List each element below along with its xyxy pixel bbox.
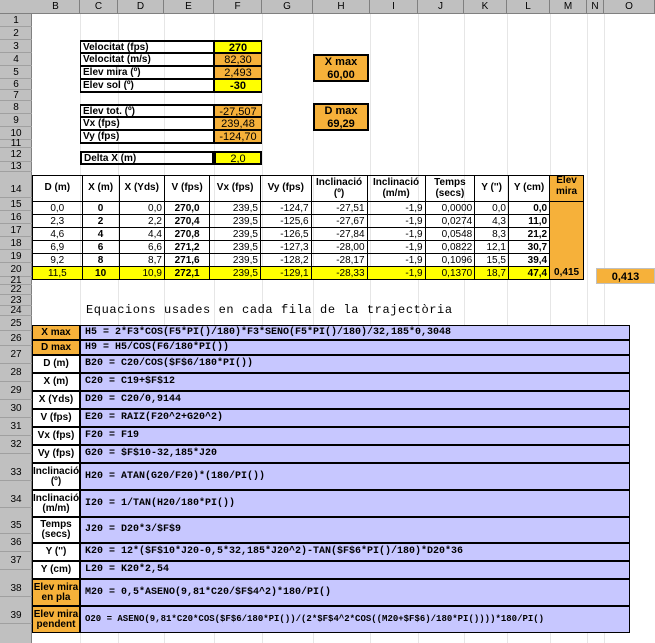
table-cell[interactable]: 21,2: [508, 228, 549, 241]
formula-text[interactable]: O20 = ASENO(9,81*C20*COS($F$6/180*PI())/(2*$F$4^2*COS((M20+$F$6)/180*PI())))*180/PI(): [80, 606, 630, 633]
row-header-35[interactable]: 35: [0, 508, 32, 534]
table-cell[interactable]: 8: [82, 254, 119, 267]
table-cell[interactable]: 4: [82, 228, 119, 241]
table-cell[interactable]: 18,7: [475, 267, 509, 280]
row-header-34[interactable]: 34: [0, 481, 32, 508]
formulas-title: Equacions usades en cada fila de la trajectòria: [86, 304, 453, 317]
formula-label: Temps (secs): [32, 517, 80, 543]
row-header-39[interactable]: 39: [0, 597, 32, 624]
column-header-h[interactable]: H: [313, 0, 370, 14]
table-cell[interactable]: 272,1: [164, 267, 209, 280]
elev-mira-cell[interactable]: [550, 215, 584, 228]
elev-mira-cell[interactable]: [550, 228, 584, 241]
table-cell[interactable]: 4,6: [33, 228, 83, 241]
table-row: [33, 267, 584, 280]
row-header-3[interactable]: 3: [0, 40, 32, 53]
row-header-7[interactable]: 7: [0, 90, 32, 101]
column-header-c[interactable]: C: [80, 0, 118, 14]
column-header-l[interactable]: L: [507, 0, 550, 14]
table-row: [33, 254, 584, 267]
formula-label: X max: [32, 325, 80, 340]
table-cell[interactable]: 4,3: [475, 215, 509, 228]
label-vx: Vx (fps): [80, 117, 214, 130]
table-cell[interactable]: 12,1: [475, 241, 509, 254]
table-row: [33, 241, 584, 254]
row-header-5[interactable]: 5: [0, 66, 32, 79]
formula-text[interactable]: B20 = C20/COS($F$6/180*PI()): [80, 355, 630, 373]
th-vy: Vy (fps): [260, 176, 311, 202]
th-y-cm: Y (cm): [508, 176, 549, 202]
table-cell[interactable]: -1,9: [367, 241, 425, 254]
row-header-32[interactable]: 32: [0, 436, 32, 454]
formula-text[interactable]: H20 = ATAN(G20/F20)*(180/PI()): [80, 463, 630, 490]
table-cell[interactable]: 15,5: [475, 254, 509, 267]
label-elev-sol: Elev sol (º): [80, 79, 214, 93]
table-cell[interactable]: 30,7: [508, 241, 549, 254]
row-header-8[interactable]: 8: [0, 101, 32, 114]
row-header-bar: [0, 14, 32, 643]
table-cell[interactable]: 270,0: [164, 202, 209, 215]
table-cell[interactable]: 0,1370: [425, 267, 475, 280]
formula-label: X (m): [32, 373, 80, 391]
formula-text[interactable]: M20 = 0,5*ASENO(9,81*C20/$F$4^2)*180/PI(): [80, 579, 630, 606]
label-elev-mira: Elev mira (º): [80, 66, 214, 79]
column-header-f[interactable]: F: [214, 0, 262, 14]
table-cell[interactable]: -27,67: [311, 215, 367, 228]
table-cell[interactable]: 0,0: [508, 202, 549, 215]
table-cell[interactable]: 9,2: [33, 254, 83, 267]
table-cell[interactable]: 239,5: [210, 202, 261, 215]
row-header-24[interactable]: 24: [0, 306, 32, 316]
table-cell[interactable]: 47,4: [508, 267, 549, 280]
table-cell[interactable]: 239,5: [210, 254, 261, 267]
formula-text[interactable]: L20 = K20*2,54: [80, 561, 630, 579]
th-v: V (fps): [164, 176, 209, 202]
m20-value[interactable]: 0,415: [550, 267, 584, 280]
label-delta-x: Delta X (m): [80, 151, 214, 165]
table-cell[interactable]: 2: [82, 215, 119, 228]
dmax-value: 69,29: [327, 117, 355, 130]
label-elev-tot: Elev tot. (º): [80, 104, 214, 117]
dmax-label: D max: [324, 105, 358, 117]
th-x: X (m): [82, 176, 119, 202]
table-cell[interactable]: 239,5: [210, 228, 261, 241]
formula-label: Vx (fps): [32, 427, 80, 445]
row-header-27[interactable]: 27: [0, 346, 32, 364]
value-velocitat-ms[interactable]: 82,30: [214, 53, 262, 66]
th-incl-mm: Inclinació (m/m): [367, 176, 425, 202]
table-cell[interactable]: 11,0: [508, 215, 549, 228]
table-cell[interactable]: 0,0: [33, 202, 83, 215]
table-row: [33, 215, 584, 228]
table-cell[interactable]: 271,2: [164, 241, 209, 254]
table-cell[interactable]: 0,0000: [425, 202, 475, 215]
column-header-j[interactable]: J: [418, 0, 464, 14]
table-cell[interactable]: 271,6: [164, 254, 209, 267]
formula-text[interactable]: F20 = F19: [80, 427, 630, 445]
formula-text[interactable]: H5 = 2*F3*COS(F5*PI()/180)*F3*SENO(F5*PI()/180)/32,185*0,3048: [80, 325, 630, 340]
value-elev-sol[interactable]: -30: [214, 79, 262, 93]
table-cell[interactable]: -124,7: [260, 202, 311, 215]
row-header-6[interactable]: 6: [0, 79, 32, 90]
table-row: [33, 202, 584, 215]
th-elev-mira: Elev mira: [550, 176, 584, 202]
table-cell[interactable]: 239,5: [210, 215, 261, 228]
value-velocitat-fps[interactable]: 270: [214, 40, 262, 53]
row-header-29[interactable]: 29: [0, 382, 32, 400]
table-cell[interactable]: -1,9: [367, 202, 425, 215]
table-cell[interactable]: 6,6: [119, 241, 164, 254]
formula-text[interactable]: K20 = 12*($F$10*J20-0,5*32,185*J20^2)-TAN($F$6*PI()/180)*D20*36: [80, 543, 630, 561]
row-header-9[interactable]: 9: [0, 114, 32, 127]
th-d: D (m): [33, 176, 83, 202]
formula-label: Inclinació (m/m): [32, 490, 80, 517]
table-cell[interactable]: 0,0548: [425, 228, 475, 241]
table-cell[interactable]: 10: [82, 267, 119, 280]
column-header-o[interactable]: O: [604, 0, 655, 14]
table-cell[interactable]: -127,3: [260, 241, 311, 254]
th-incl-deg: Inclinació (º): [311, 176, 367, 202]
formula-label: X (Yds): [32, 391, 80, 409]
label-velocitat-ms: Velocitat (m/s): [80, 53, 214, 66]
table-cell[interactable]: 2,3: [33, 215, 83, 228]
row-header-36[interactable]: 36: [0, 534, 32, 552]
table-row: [33, 228, 584, 241]
column-header-d[interactable]: D: [118, 0, 164, 14]
table-cell[interactable]: 8,7: [119, 254, 164, 267]
table-cell[interactable]: -125,6: [260, 215, 311, 228]
table-cell[interactable]: -1,9: [367, 215, 425, 228]
column-header-i[interactable]: I: [370, 0, 418, 14]
table-cell[interactable]: 0: [82, 202, 119, 215]
xmax-value: 60,00: [327, 68, 355, 81]
row-header-37[interactable]: 37: [0, 552, 32, 570]
table-cell[interactable]: 11,5: [33, 267, 83, 280]
column-header-bar: [0, 0, 655, 14]
row-header-20[interactable]: 20: [0, 263, 32, 277]
formula-label: V (fps): [32, 409, 80, 427]
row-header-38[interactable]: 38: [0, 570, 32, 597]
row-header-31[interactable]: 31: [0, 418, 32, 436]
trajectory-table: [32, 175, 584, 280]
column-header-m[interactable]: M: [550, 0, 587, 14]
formula-text[interactable]: I20 = 1/TAN(H20/180*PI()): [80, 490, 630, 517]
row-header-1[interactable]: 1: [0, 14, 32, 27]
row-header-15[interactable]: 15: [0, 198, 32, 211]
column-header-e[interactable]: E: [164, 0, 214, 14]
th-xyds: X (Yds): [119, 176, 164, 202]
formula-text[interactable]: G20 = $F$10-32,185*J20: [80, 445, 630, 463]
row-header-23[interactable]: 23: [0, 295, 32, 306]
table-cell[interactable]: -28,00: [311, 241, 367, 254]
row-header-12[interactable]: 12: [0, 148, 32, 162]
column-header-b[interactable]: B: [32, 0, 80, 14]
value-vy[interactable]: -124,70: [214, 130, 262, 144]
row-header-21[interactable]: 21: [0, 277, 32, 285]
table-cell[interactable]: -128,2: [260, 254, 311, 267]
table-cell[interactable]: 6: [82, 241, 119, 254]
table-cell[interactable]: -1,9: [367, 228, 425, 241]
value-elev-tot[interactable]: -27,507: [214, 104, 262, 117]
value-vx[interactable]: 239,48: [214, 117, 262, 130]
elev-mira-cell[interactable]: [550, 202, 584, 215]
row-header-14[interactable]: 14: [0, 172, 32, 198]
table-cell[interactable]: -27,84: [311, 228, 367, 241]
table-cell[interactable]: 4,4: [119, 228, 164, 241]
table-cell[interactable]: 0,0: [475, 202, 509, 215]
formula-text[interactable]: C20 = C19+$F$12: [80, 373, 630, 391]
elev-mira-cell[interactable]: [550, 254, 584, 267]
xmax-label: X max: [324, 56, 358, 68]
table-cell[interactable]: 6,9: [33, 241, 83, 254]
row-header-18[interactable]: 18: [0, 237, 32, 250]
row-header-25[interactable]: 25: [0, 316, 32, 331]
row-header-2[interactable]: 2: [0, 27, 32, 40]
row-header-10[interactable]: 10: [0, 127, 32, 140]
column-header-g[interactable]: G: [262, 0, 313, 14]
row-header-22[interactable]: 22: [0, 285, 32, 295]
table-cell[interactable]: -27,51: [311, 202, 367, 215]
table-cell[interactable]: 2,2: [119, 215, 164, 228]
row-header-13[interactable]: 13: [0, 162, 32, 172]
formula-label: Y (cm): [32, 561, 80, 579]
table-cell[interactable]: -28,17: [311, 254, 367, 267]
table-cell[interactable]: 8,3: [475, 228, 509, 241]
table-cell[interactable]: 0,0: [119, 202, 164, 215]
formula-text[interactable]: J20 = D20*3/$F$9: [80, 517, 630, 543]
table-cell[interactable]: 239,5: [210, 241, 261, 254]
table-cell[interactable]: 239,5: [210, 267, 261, 280]
column-header-n[interactable]: N: [587, 0, 604, 14]
value-delta-x[interactable]: 2,0: [214, 151, 262, 165]
formula-text[interactable]: E20 = RAIZ(F20^2+G20^2): [80, 409, 630, 427]
row-header-11[interactable]: 11: [0, 140, 32, 148]
table-cell[interactable]: -28,33: [311, 267, 367, 280]
table-cell[interactable]: -1,9: [367, 267, 425, 280]
label-vy: Vy (fps): [80, 130, 214, 144]
th-y-in: Y (''): [475, 176, 509, 202]
row-header-30[interactable]: 30: [0, 400, 32, 418]
table-cell[interactable]: -129,1: [260, 267, 311, 280]
table-cell[interactable]: 10,9: [119, 267, 164, 280]
table-cell[interactable]: 0,0822: [425, 241, 475, 254]
formula-label: D (m): [32, 355, 80, 373]
formula-label: Y (''): [32, 543, 80, 561]
formula-label: Elev mira en pla: [32, 579, 80, 606]
row-header-4[interactable]: 4: [0, 53, 32, 66]
column-header-k[interactable]: K: [464, 0, 507, 14]
elev-mira-cell[interactable]: [550, 241, 584, 254]
value-elev-mira[interactable]: 2,493: [214, 66, 262, 79]
formula-label: D max: [32, 340, 80, 355]
table-cell[interactable]: 0,0274: [425, 215, 475, 228]
table-cell[interactable]: 0,1096: [425, 254, 475, 267]
formula-label: Inclinació (º): [32, 463, 80, 490]
row-header-16[interactable]: 16: [0, 211, 32, 224]
table-cell[interactable]: 270,4: [164, 215, 209, 228]
table-cell[interactable]: -1,9: [367, 254, 425, 267]
row-header-28[interactable]: 28: [0, 364, 32, 382]
th-temps: Temps (secs): [425, 176, 475, 202]
row-header-26[interactable]: 26: [0, 331, 32, 346]
row-header-17[interactable]: 17: [0, 224, 32, 237]
dmax-box: [313, 103, 369, 131]
formula-label: Elev mira pendent: [32, 606, 80, 633]
row-header-19[interactable]: 19: [0, 250, 32, 263]
table-cell[interactable]: 39,4: [508, 254, 549, 267]
table-cell[interactable]: 270,8: [164, 228, 209, 241]
formula-text[interactable]: H9 = H5/COS(F6/180*PI()): [80, 340, 630, 355]
xmax-box: [313, 54, 369, 82]
th-vx: Vx (fps): [210, 176, 261, 202]
row-header-33[interactable]: 33: [0, 454, 32, 481]
formula-label: Vy (fps): [32, 445, 80, 463]
o20-value[interactable]: 0,413: [596, 268, 655, 284]
table-cell[interactable]: -126,5: [260, 228, 311, 241]
formula-text[interactable]: D20 = C20/0,9144: [80, 391, 630, 409]
label-velocitat-fps: Velocitat (fps): [80, 40, 214, 53]
